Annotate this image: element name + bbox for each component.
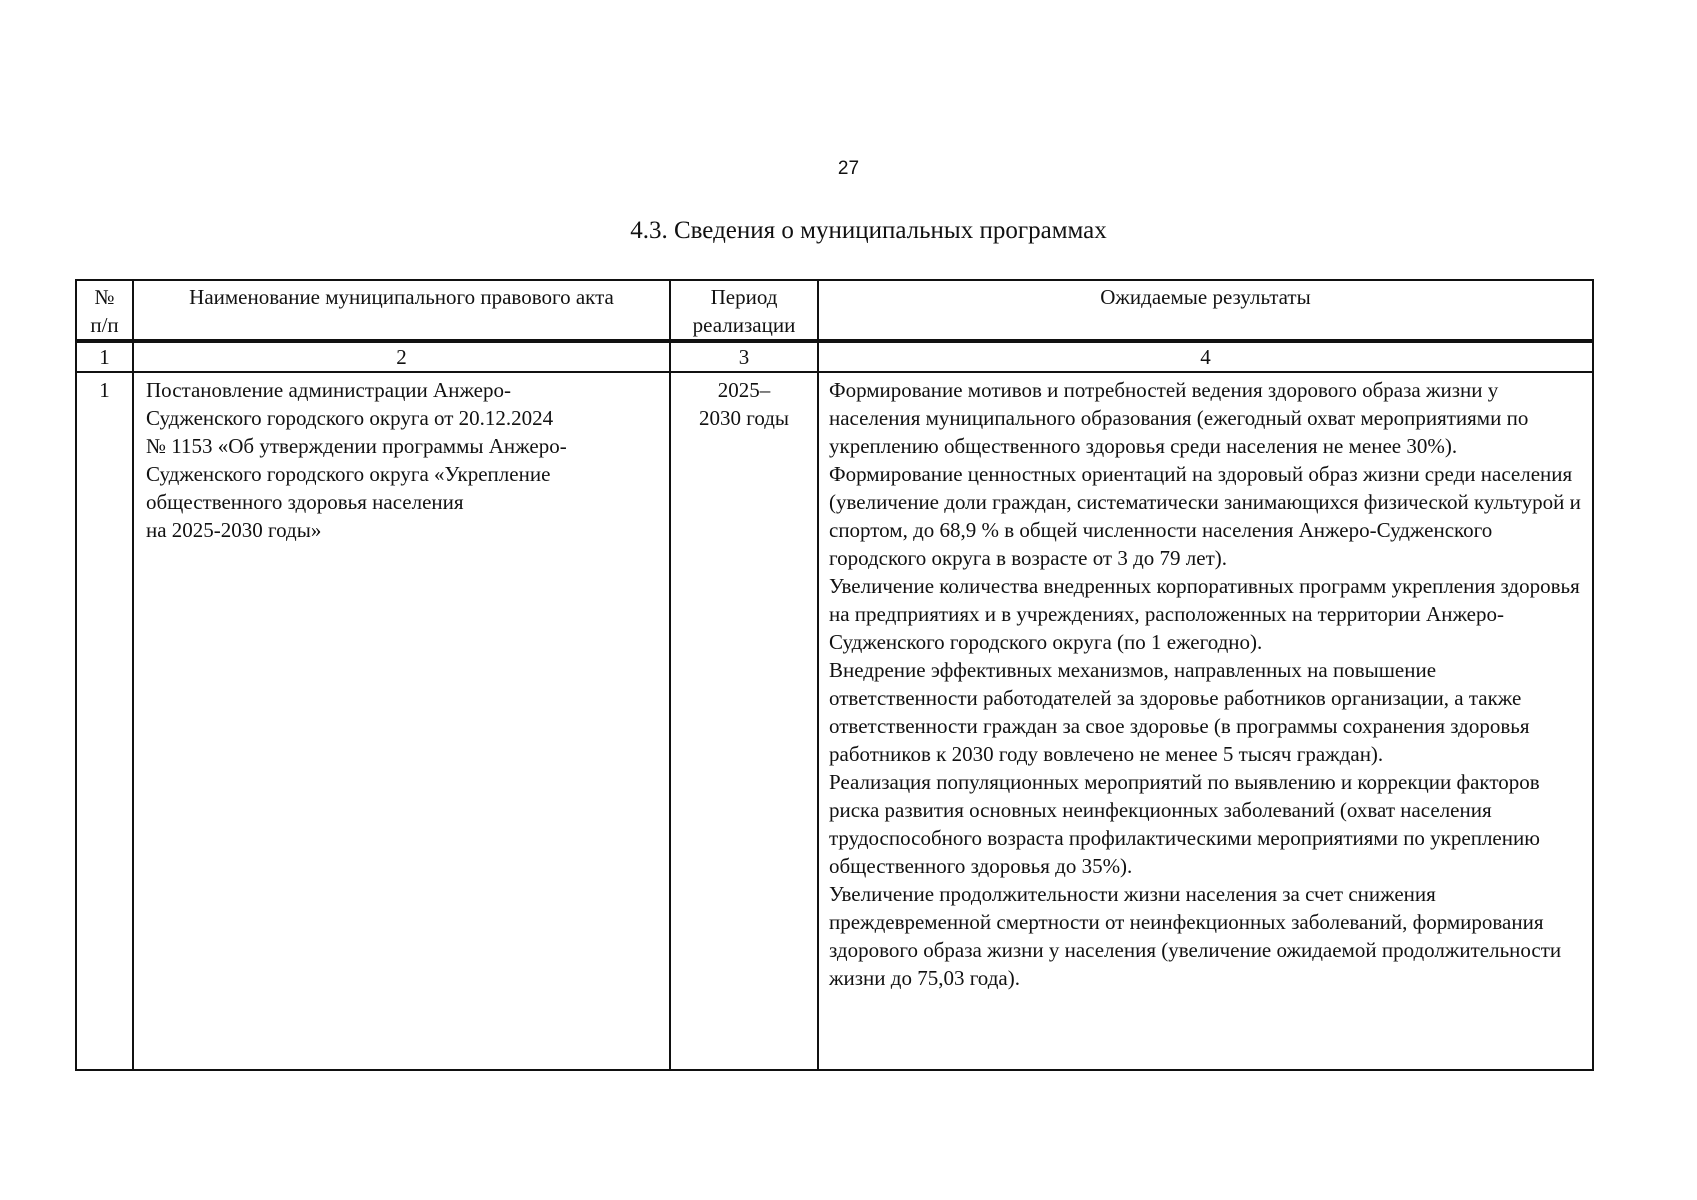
result-item: Формирование ценностных ориентаций на здоровый образ жизни среди населения (увеличение доли граждан, систематически занимающихся физической культурой и спортом, до 68,9 % в общей численности населения Анжеро-Судженского городского округа в возрасте от 3 до 79 лет).	[829, 462, 1581, 570]
row-number: 1	[76, 372, 133, 1070]
section-title: 4.3. Сведения о муниципальных программах	[630, 217, 1107, 244]
table-row	[76, 372, 1593, 1070]
result-item: Увеличение продолжительности жизни населения за счет снижения преждевременной смертности от неинфекционных заболеваний, формирования здорового образа жизни у населения (увеличение ожидаемой продолжительности жизни до 75,03 года).	[829, 882, 1562, 990]
act-name-cell	[133, 372, 670, 1070]
result-item: Увеличение количества внедренных корпоративных программ укрепления здоровья на предприятиях и в учреждениях, расположенных на территории Анжеро-Судженского городского округа (по 1 ежегодно).	[829, 574, 1580, 654]
column-number: 3	[670, 342, 818, 372]
header-results: Ожидаемые результаты	[818, 280, 1593, 340]
table-header	[75, 279, 1594, 341]
header-act-name: Наименование муниципального правового акта	[133, 280, 670, 340]
header-period: Период реализации	[670, 280, 818, 340]
programs-table	[75, 341, 1594, 1071]
results-cell	[818, 372, 1593, 1070]
column-number: 2	[133, 342, 670, 372]
act-name: Постановление администрации Анжеро- Судженского городского округа от 20.12.2024 № 1153 «Об утверждении программы Анжеро- Судженского городского округа «Укрепление общественного здоровья населения на 2025-2030 годы»	[146, 378, 567, 542]
result-item: Формирование мотивов и потребностей ведения здорового образа жизни у населения муниципального образования (ежегодный охват мероприятиями по укреплению общественного здоровья среди населения не менее 30%).	[829, 378, 1529, 458]
column-number-row	[76, 342, 1593, 372]
result-item: Внедрение эффективных механизмов, направленных на повышение ответственности работодателей за здоровье работников организации, а также ответственности граждан за свое здоровье (в программы сохранения здоровья работников к 2030 году вовлечено не менее 5 тысяч граждан).	[829, 658, 1530, 766]
column-number: 4	[818, 342, 1593, 372]
period: 2025– 2030 годы	[698, 378, 790, 430]
header-number: № п/п	[76, 280, 133, 340]
result-item: Реализация популяционных мероприятий по выявлению и коррекции факторов риска развития основных неинфекционных заболеваний (охват населения трудоспособного возраста профилактическими мероприятиями по укреплению общественного здоровья до 35%).	[829, 770, 1540, 878]
period-cell	[670, 372, 818, 1070]
column-number: 1	[76, 342, 133, 372]
page-number: 27	[837, 158, 860, 179]
